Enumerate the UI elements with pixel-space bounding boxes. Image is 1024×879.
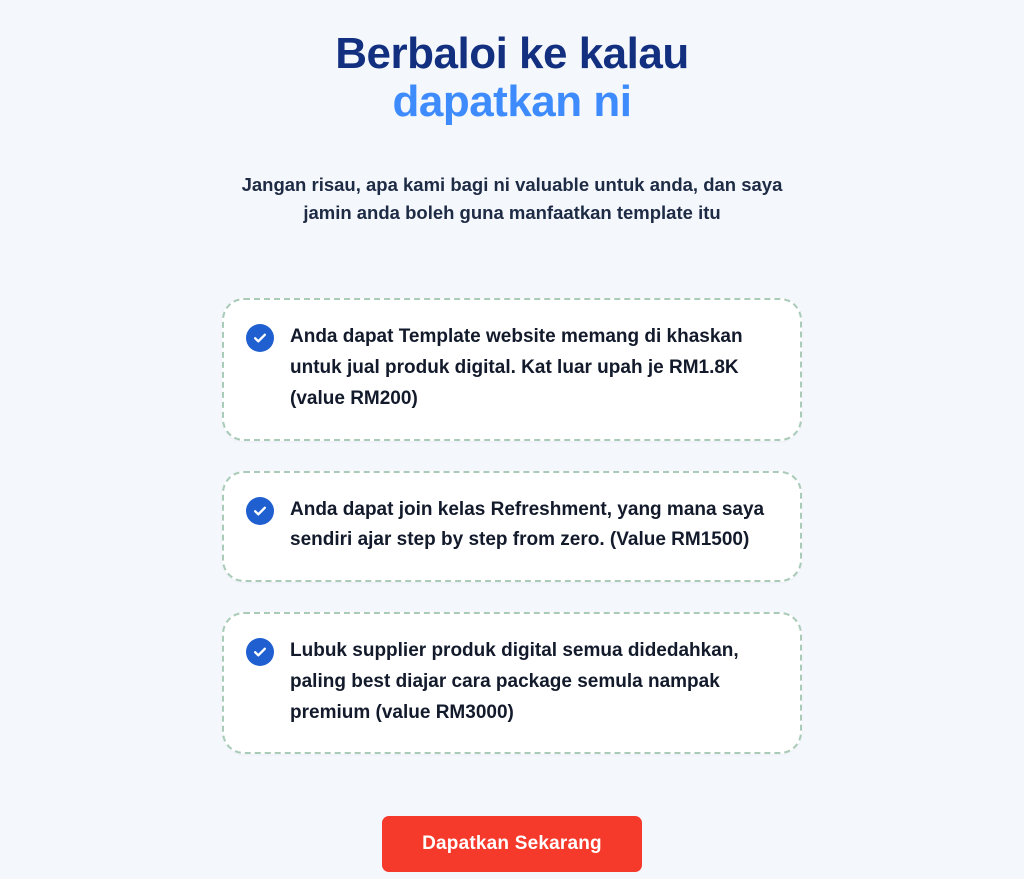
benefits-list bbox=[222, 298, 802, 754]
check-circle-icon bbox=[246, 324, 274, 352]
page-title bbox=[335, 30, 688, 125]
benefit-card bbox=[222, 612, 802, 754]
check-circle-icon bbox=[246, 638, 274, 666]
benefit-text: Lubuk supplier produk digital semua didedahkan, paling best diajar cara package semula nampak premium (value RM3000) bbox=[290, 640, 739, 723]
headline-line-2: dapatkan ni bbox=[392, 76, 632, 126]
cta-container bbox=[0, 816, 1024, 872]
benefit-text: Anda dapat join kelas Refreshment, yang mana saya sendiri ajar step by step from zero. (Value RM1500) bbox=[290, 498, 765, 551]
check-circle-icon bbox=[246, 497, 274, 525]
subheadline: Jangan risau, apa kami bagi ni valuable untuk anda, dan saya jamin anda boleh guna manfaatkan template itu bbox=[241, 173, 783, 224]
headline-line-1: Berbaloi ke kalau bbox=[335, 29, 689, 78]
benefit-card bbox=[222, 471, 802, 583]
benefit-card bbox=[222, 298, 802, 440]
benefit-text: Anda dapat Template website memang di khaskan untuk jual produk digital. Kat luar upah je RM1.8K (value RM200) bbox=[290, 326, 743, 409]
dapatkan-sekarang-button[interactable]: Dapatkan Sekarang bbox=[382, 816, 642, 872]
